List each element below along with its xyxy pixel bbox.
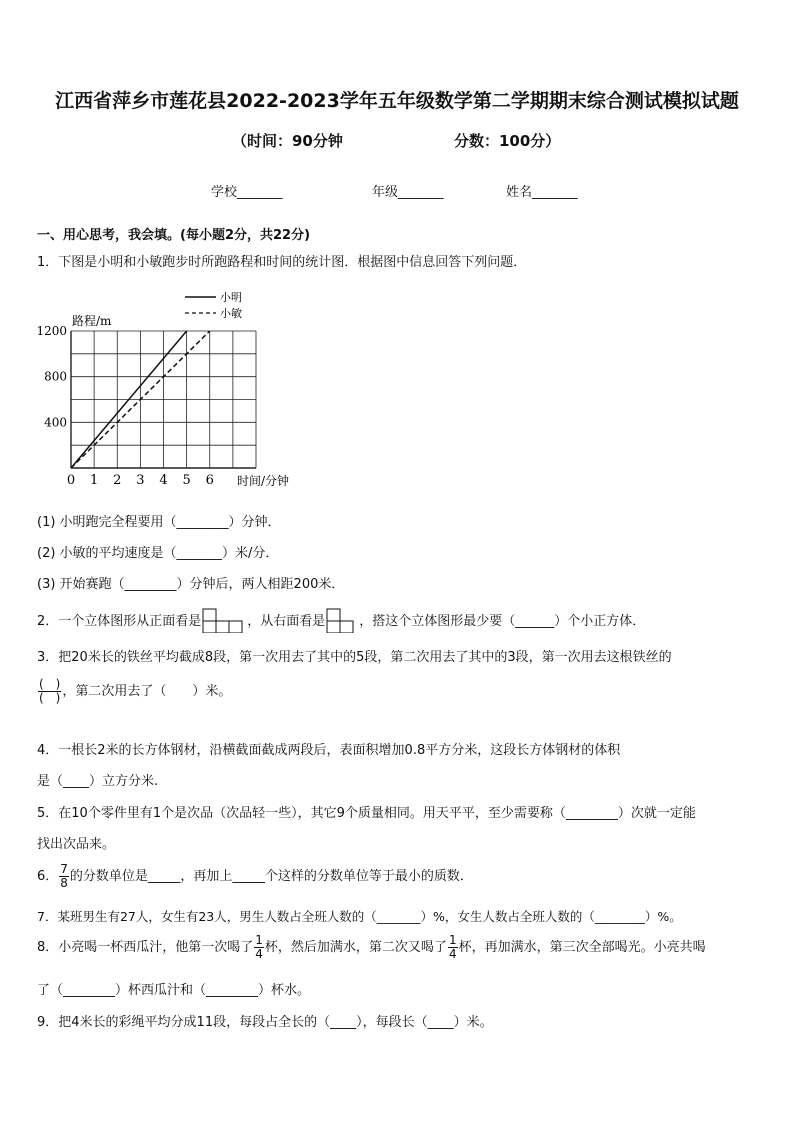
- distance-time-chart: [30, 286, 330, 496]
- q3-fraction: $\frac{( )}{( )}$: [39, 677, 61, 705]
- x-tick-label: 1: [89, 473, 99, 488]
- q5-line1: 5．在10个零件里有1个是次品（次品轻一些），其它9个质量相同。用天平平，至少需要称（________）次就一定能: [37, 806, 696, 821]
- exam-score: 分数：100分）: [454, 132, 561, 150]
- q8-fraction-2: $\frac{1}{4}$: [448, 933, 457, 961]
- legend-label-xiaomin: 小敏: [220, 307, 242, 320]
- page-title: 江西省萍乡市莲花县2022-2023学年五年级数学第二学期期末综合测试模拟试题: [55, 90, 739, 112]
- q1-sub1: (1) 小明跑完全程要用（________）分钟．: [37, 515, 281, 530]
- grade-field[interactable]: 年级_______: [372, 185, 444, 200]
- x-tick-label: 5: [182, 473, 191, 488]
- q2-part-b: ，从右面看是: [247, 614, 326, 629]
- q3-line2: $\frac{( )}{( )}$ ，第二次用去了（ ）米。: [39, 677, 232, 705]
- exam-time: （时间：90分钟: [232, 132, 343, 150]
- x-axis-label: 时间/分钟: [237, 474, 290, 488]
- x-tick-label: 3: [136, 473, 145, 488]
- q6: 6． $\frac{7}{8}$ 的分数单位是_____，再加上_____个这样的分数单位等于最小的质数．: [37, 862, 473, 890]
- q9: 9．把4米长的彩绳平均分成11段，每段占全长的（____），每段长（____）米。: [37, 1015, 493, 1030]
- x-tick-label: 4: [159, 473, 168, 488]
- x-tick-label: 0: [66, 473, 76, 488]
- q2-part-a: 2．一个立体图形从正面看是: [37, 614, 202, 629]
- q5-line2: 找出次品来。: [37, 837, 116, 852]
- q3-line1: 3．把20米长的铁丝平均截成8段，第一次用去了其中的5段，第二次用去了其中的3段，第一次用去这根铁丝的: [37, 650, 672, 665]
- legend-label-xiaoming: 小明: [220, 291, 242, 304]
- q8-line1: 8．小亮喝一杯西瓜汁，他第一次喝了 $\frac{1}{4}$ 杯，然后加满水，第二次又喝了 $\frac{1}{4}$ 杯，再加满水，第三次全部喝光。小亮共喝: [37, 933, 706, 961]
- y-tick-label: 400: [44, 415, 67, 430]
- x-tick-label: 2: [113, 473, 122, 488]
- y-tick-label: 800: [44, 369, 67, 384]
- q4-line2: 是（____）立方分米.: [37, 774, 159, 789]
- q7: 7．某班男生有27人，女生有23人，男生人数占全班人数的（_______）%，女生人数占全班人数的（________）%。: [37, 909, 682, 924]
- q1-sub2: (2) 小敏的平均速度是（_______）米/分．: [37, 546, 279, 561]
- name-field[interactable]: 姓名_______: [506, 185, 578, 200]
- front-view-icon: [201, 607, 247, 633]
- chart-grid: [71, 331, 256, 468]
- q2-part-c: ，搭这个立体图形最少要（______）个小正方体．: [359, 614, 646, 629]
- x-tick-label: 6: [205, 473, 214, 488]
- y-tick-label: 1200: [36, 324, 67, 338]
- chart-ticks: [36, 324, 213, 488]
- q6-fraction: $\frac{7}{8}$: [60, 862, 68, 890]
- q8-line2: 了（________）杯西瓜汁和（________）杯水。: [37, 983, 311, 998]
- section-heading: 一、用心思考，我会填。(每小题2分，共22分): [37, 228, 311, 243]
- right-view-icon: [325, 607, 359, 633]
- q1-sub3: (3) 开始赛跑（________）分钟后，两人相距200米．: [37, 577, 345, 592]
- q2: [37, 607, 645, 633]
- y-axis-label: 路程/m: [72, 314, 112, 328]
- q4-line1: 4．一根长2米的长方体钢材，沿横截面截成两段后，表面积增加0.8平方分米，这段长方体钢材的体积: [37, 743, 621, 758]
- q1-text: 1．下图是小明和小敏跑步时所跑路程和时间的统计图．根据图中信息回答下列问题．: [37, 255, 527, 270]
- q8-fraction-1: $\frac{1}{4}$: [255, 933, 263, 961]
- school-field[interactable]: 学校_______: [211, 185, 283, 200]
